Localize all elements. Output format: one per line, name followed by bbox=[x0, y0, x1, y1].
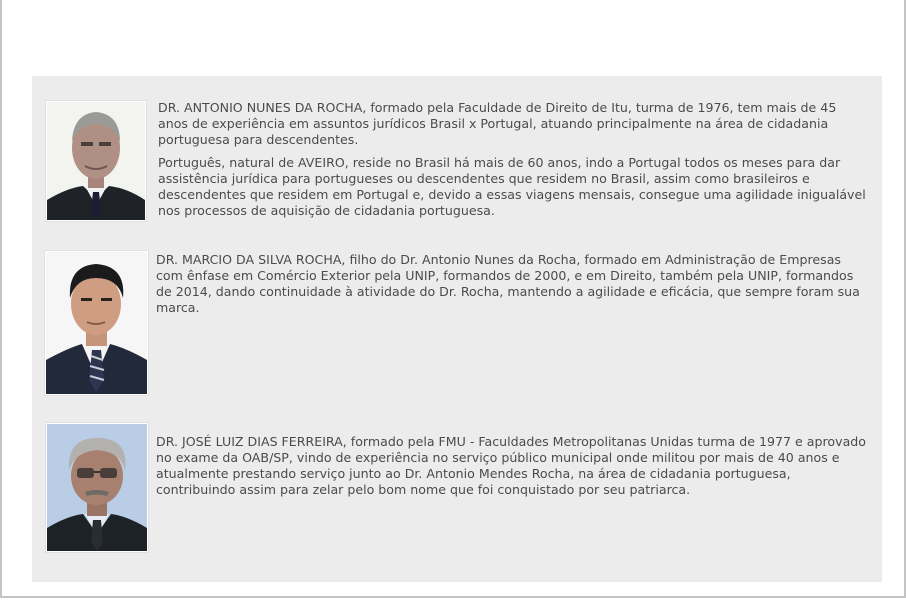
bio-paragraph: DR. MARCIO DA SILVA ROCHA, filho do Dr. Antonio Nunes da Rocha, formado em Administração de Empresas com ênfase em Comércio Exterior pela UNIP, formandos de 2000, e em Direito, também pela UNIP, formandos de 2014, dando continuidade à atividade do Dr. Rocha, mantendo a agilidade e eficácia, que sempre foram sua marca. bbox=[156, 252, 860, 315]
team-panel bbox=[32, 76, 882, 582]
bio-marcio bbox=[156, 252, 870, 316]
bio-paragraph: Português, natural de AVEIRO, reside no Brasil há mais de 60 anos, indo a Portugal todos os meses para dar assistência jurídica para portugueses ou descendentes que residem no Brasil, assim como brasileiros e descendentes que residem em Portugal e, devido a essas viagens mensais, consegue uma agilidade inigualável nos processos de aquisição de cidadania portuguesa. bbox=[158, 155, 866, 218]
bio-antonio bbox=[158, 100, 870, 219]
portrait-antonio bbox=[46, 101, 146, 221]
bio-jose bbox=[156, 434, 870, 498]
bio-paragraph: DR. JOSÉ LUIZ DIAS FERREIRA, formado pela FMU - Faculdades Metropolitanas Unidas turma de 1977 e aprovado no exame da OAB/SP, vindo de experiência no serviço público municipal onde militou por mais de 40 anos e atualmente prestando serviço junto ao Dr. Antonio Mendes Rocha, na área de cidadania portuguesa, contribuindo assim para zelar pelo bom nome que foi conquistado por seu patriarca. bbox=[156, 434, 866, 497]
portrait-jose bbox=[46, 423, 148, 552]
portrait-marcio bbox=[45, 251, 148, 395]
bio-paragraph: DR. ANTONIO NUNES DA ROCHA, formado pela Faculdade de Direito de Itu, turma de 1976, tem mais de 45 anos de experiência em assuntos jurídicos Brasil x Portugal, atuando principalmente na área de cidadania portuguesa para descendentes. bbox=[158, 100, 837, 147]
